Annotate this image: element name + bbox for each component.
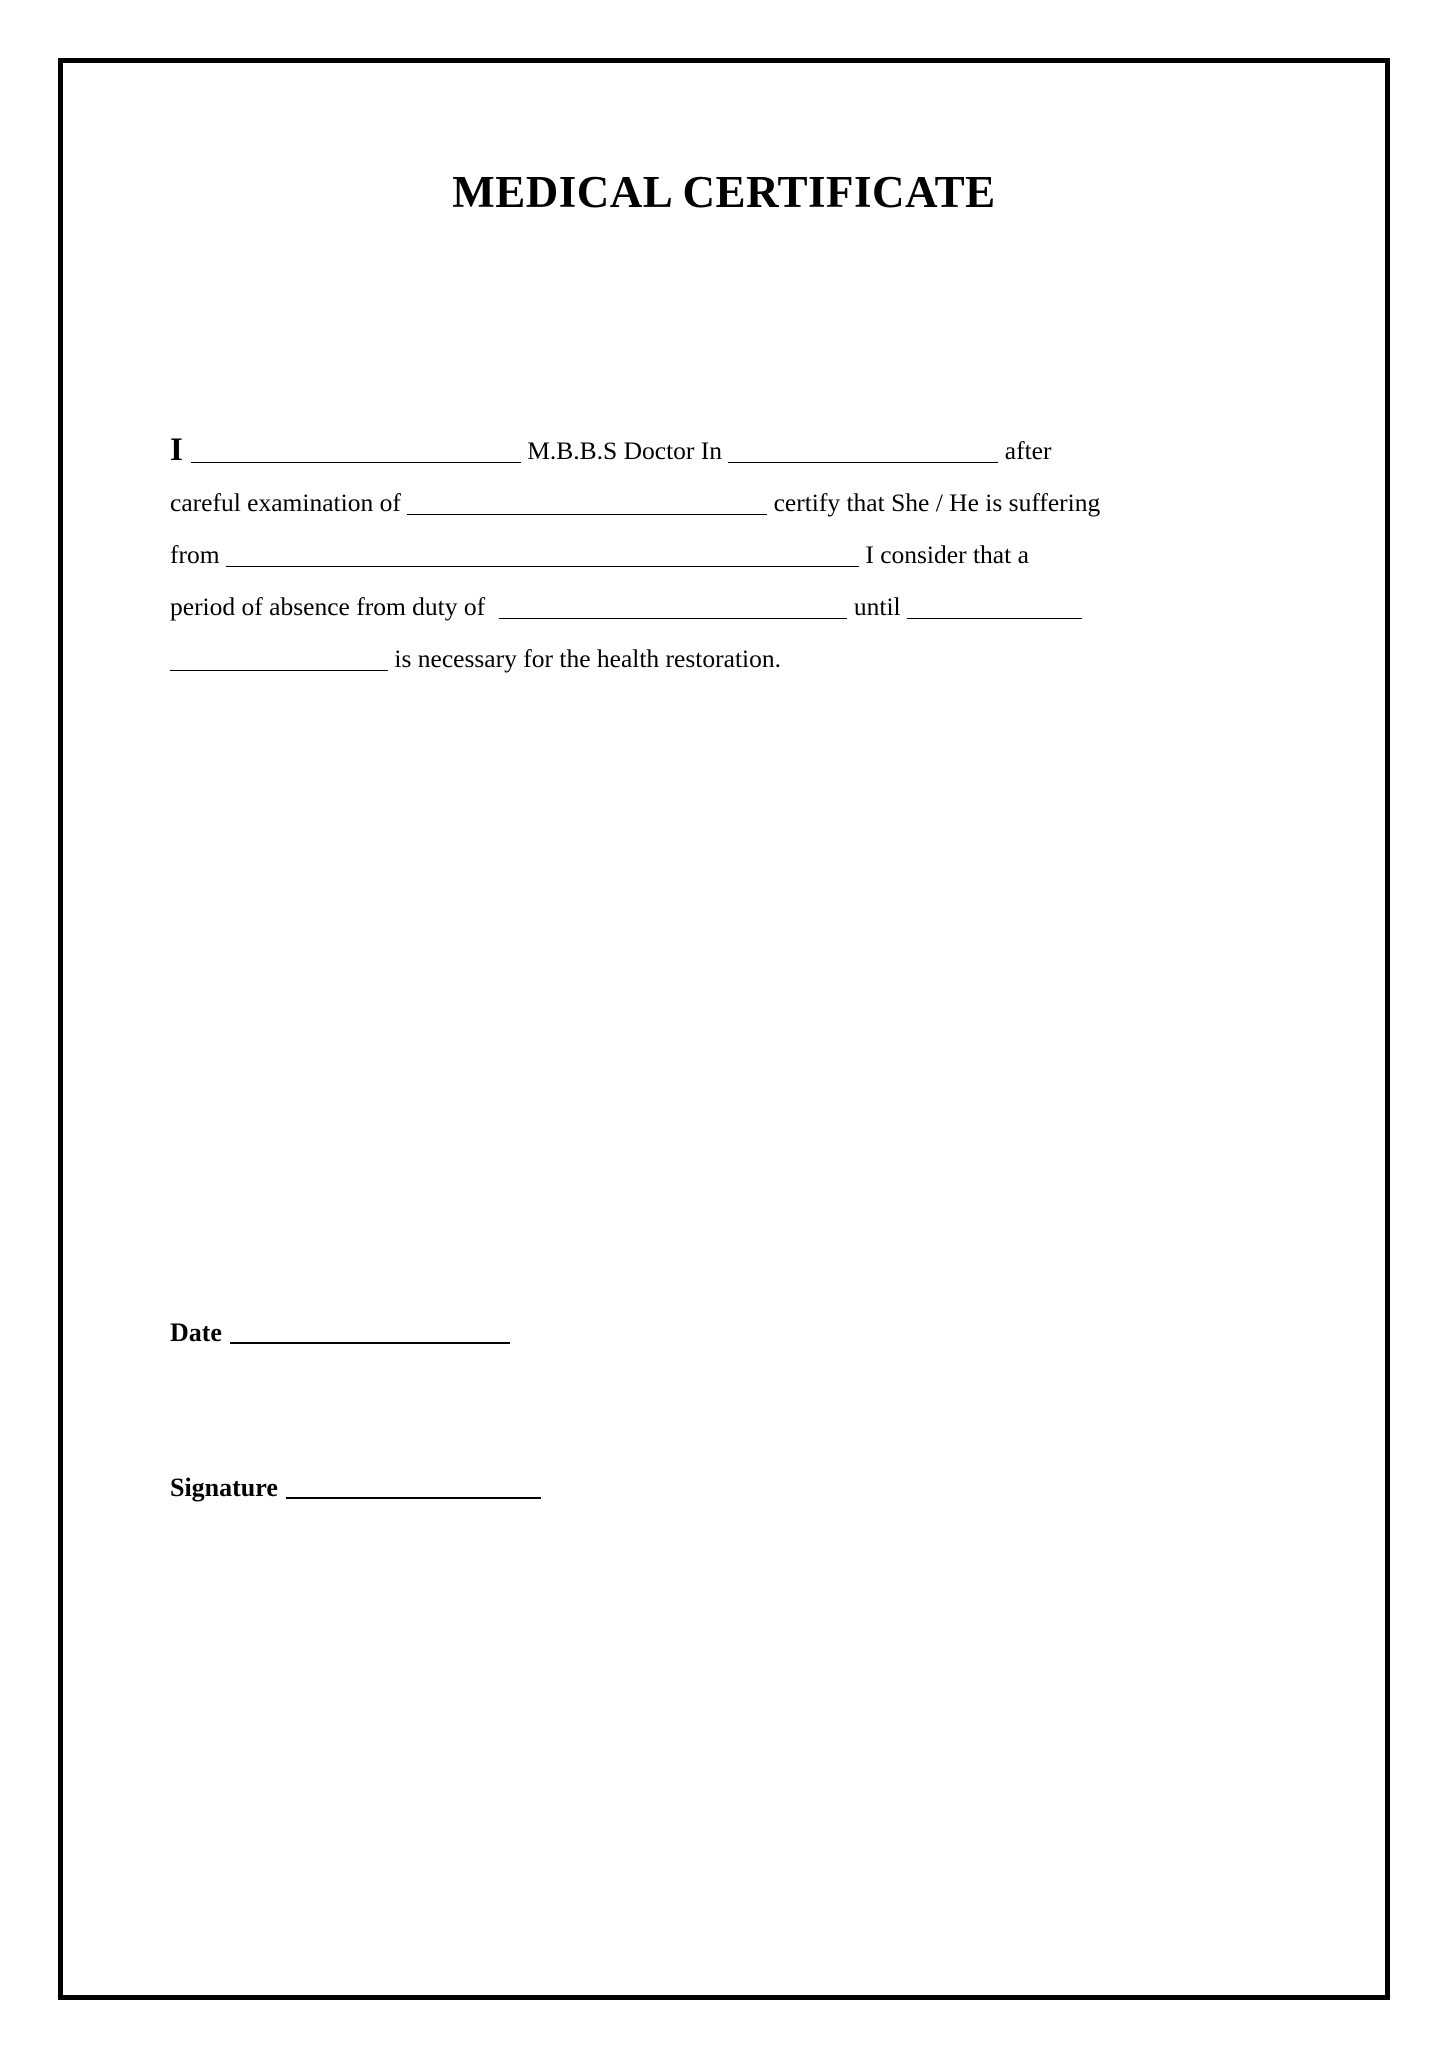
signature-label: Signature: [170, 1473, 278, 1502]
body-line-3: [170, 529, 1265, 581]
date-blank[interactable]: [230, 1322, 510, 1344]
body-line-5: [170, 633, 1265, 685]
body-text-i-consider-that-a: I consider that a: [858, 540, 1029, 569]
signature-blank[interactable]: [286, 1477, 541, 1499]
location-blank[interactable]: [728, 440, 998, 463]
illness-blank[interactable]: [226, 544, 859, 567]
body-text-mbbs-doctor-in: M.B.B.S Doctor In: [520, 436, 729, 465]
body-text-after: after: [998, 436, 1052, 465]
doctor-name-blank[interactable]: [191, 440, 521, 463]
restoration-period-blank[interactable]: [170, 648, 388, 671]
body-text-certify-that: certify that She / He is suffering: [767, 488, 1101, 517]
date-row: [170, 1318, 510, 1348]
signature-row: [170, 1473, 541, 1503]
body-text-until: until: [847, 592, 907, 621]
body-text-careful-examination-of: careful examination of: [170, 488, 408, 517]
patient-name-blank[interactable]: [407, 492, 767, 515]
body-line-1: [170, 425, 1265, 477]
page-title: MEDICAL CERTIFICATE: [452, 167, 996, 217]
date-field-group: [170, 1318, 510, 1348]
certificate-body: [170, 425, 1265, 685]
date-label: Date: [170, 1318, 222, 1347]
certificate-border: [58, 58, 1390, 2000]
lead-pronoun-i: I: [170, 432, 183, 468]
until-date-blank[interactable]: [907, 596, 1082, 619]
body-text-is-necessary: is necessary for the health restoration.: [388, 644, 781, 673]
body-line-2: [170, 477, 1265, 529]
body-text-from: from: [170, 540, 226, 569]
body-line-4: [170, 581, 1265, 633]
absence-period-blank[interactable]: [499, 596, 847, 619]
body-text-period-of-absence: period of absence from duty of: [170, 592, 492, 621]
signature-field-group: [170, 1473, 541, 1503]
